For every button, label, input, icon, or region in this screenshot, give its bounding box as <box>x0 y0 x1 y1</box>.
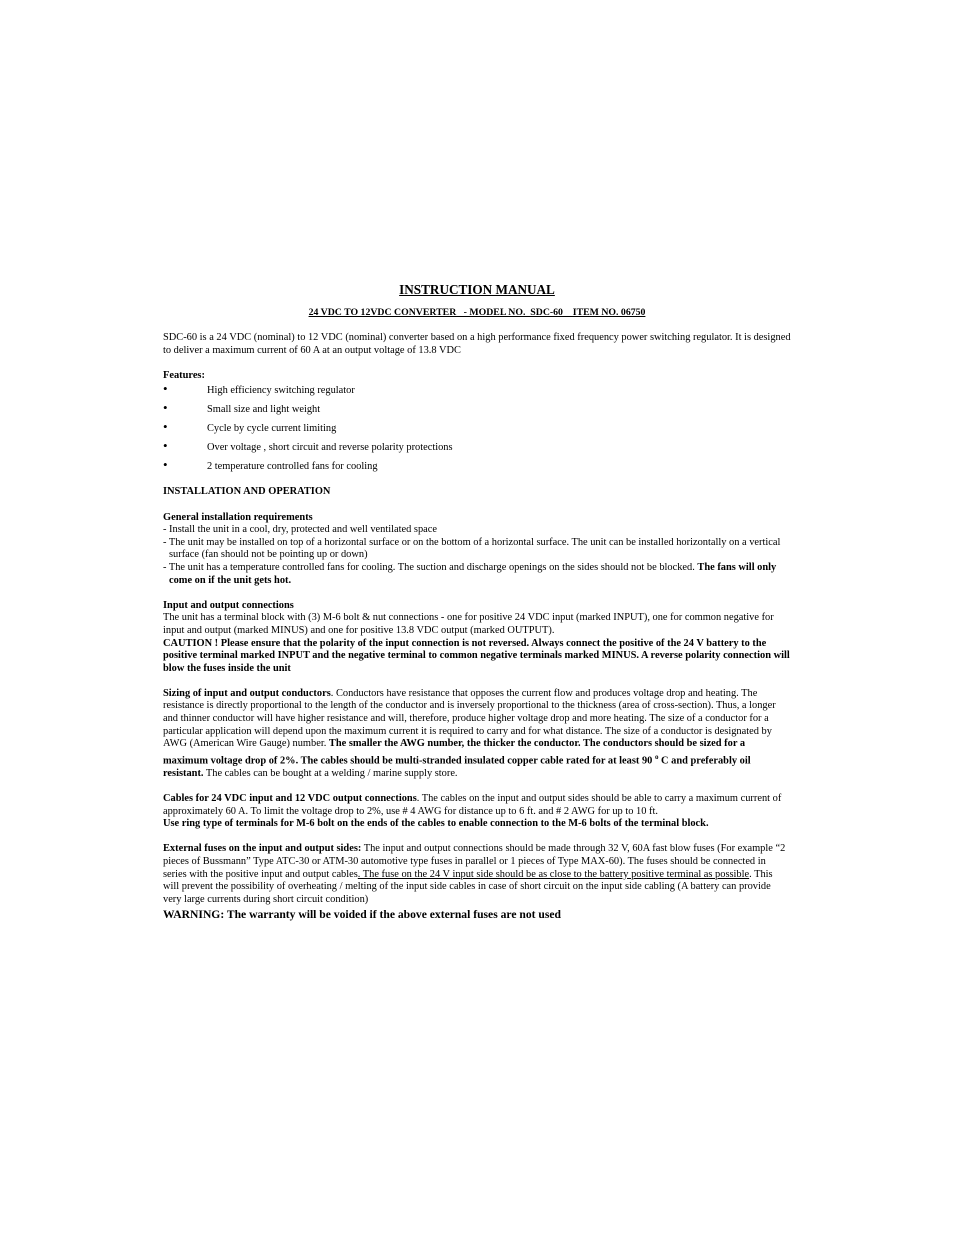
list-item <box>163 438 791 461</box>
spacer <box>163 587 791 600</box>
feature-text: Over voltage , short circuit and reverse polarity protections <box>207 442 453 454</box>
bullet-icon: • <box>163 381 168 397</box>
io-connections-heading: Input and output connections <box>163 599 294 611</box>
list-item <box>163 457 791 480</box>
cables-paragraph <box>163 793 791 831</box>
fuses-text: The input and output connections should be made through 32 V, 60A fast blow fuses (For example “2 pieces of Bussmann” Type ATC-30 or ATM-30 automotive type fuses in parallel or 1 pieces of Type MAX-60). The fuses should be connected in series with the positive input and output cables <box>163 843 786 880</box>
bullet-icon: • <box>163 457 168 473</box>
spacer <box>163 781 791 794</box>
degree-symbol: o <box>654 752 659 761</box>
spacer <box>163 357 791 370</box>
cables-text: . The cables on the input and output sides should be able to carry a maximum current of approximately 60 A. To limit the voltage drop to 2%, use # 4 AWG for distance up to 6 ft. and # 2 AWG for up to 10 ft. <box>163 793 782 817</box>
io-connections-text: The unit has a terminal block with (3) M-6 bolt & nut connections - one for positive 24 VDC input (marked INPUT), one for common negative for input and output (marked MINUS) and one for positive 13.8 VDC output (marked OUTPUT). <box>163 612 774 636</box>
sizing-emphasis: The smaller the AWG number, the thicker the conductor. The conductors should be sized for a maximum voltage drop of 2%. The cables should be multi-stranded insulated copper cable rated for at least 90 <box>163 738 746 767</box>
warning-text: WARNING: The warranty will be voided if the above external fuses are not used <box>163 908 561 922</box>
requirement-item: - Install the unit in a cool, dry, protected and well ventilated space <box>163 524 438 536</box>
sizing-emphasis-end: C and preferably oil resistant. <box>163 755 751 779</box>
sizing-store-text: The cables can be bought at a welding / marine supply store. <box>203 767 458 779</box>
feature-text: Cycle by cycle current limiting <box>207 423 337 435</box>
list-item <box>163 419 791 442</box>
sizing-heading: Sizing of input and output conductors <box>163 687 331 699</box>
spacer <box>163 675 791 688</box>
sizing-text: . Conductors have resistance that opposes the current flow and produces voltage drop and heating. The resistance is directly proportional to the length of the conductor and is inversely proportional to the thickness (area of cross-section). Thus, a longer and thinner conductor will have higher resistance and will, therefore, produce higher voltage drop and more heating. The size of a conductor for a particular application will depend upon the maximum current it is required to carry and for what distance. The size of a conductor is designated by AWG (American Wire Gauge) number. <box>163 687 776 750</box>
sizing-paragraph <box>163 688 791 781</box>
bullet-icon: • <box>163 438 168 454</box>
feature-text: High efficiency switching regulator <box>207 385 355 397</box>
fuses-paragraph <box>163 843 791 906</box>
installation-heading: INSTALLATION AND OPERATION <box>163 486 331 498</box>
spacer <box>163 499 791 512</box>
fuses-text-end: . This will prevent the possibility of overheating / melting of the input side cables in case of short circuit on the input side cabling (A battery can provide very large currents during short circuit condition) <box>163 868 773 905</box>
caution-text: CAUTION ! Please ensure that the polarity of the input connection is not reversed. Always connect the positive of the 24 V battery to the positive terminal marked INPUT and the negative terminal to common negative terminals marked MINUS. A reverse polarity connection will blow the fuses inside the unit <box>163 637 790 674</box>
cables-heading: Cables for 24 VDC input and 12 VDC output connections <box>163 793 417 805</box>
fuses-heading: External fuses on the input and output sides: <box>163 843 362 855</box>
list-item <box>163 381 791 404</box>
list-item <box>163 400 791 423</box>
document-title: INSTRUCTION MANUAL <box>399 282 555 297</box>
general-requirements-heading: General installation requirements <box>163 511 313 523</box>
document-page <box>163 282 791 922</box>
requirement-item: - The unit may be installed on top of a horizontal surface or on the bottom of a horizontal surface. The unit can be installed horizontally on a vertical surface (fan should not be pointing up or down) <box>163 536 781 561</box>
features-list <box>163 381 791 480</box>
requirement-emphasis: The fans will only come on if the unit gets hot. <box>169 561 777 586</box>
cables-emphasis: Use ring type of terminals for M-6 bolt on the ends of the cables to enable connection to the M-6 bolts of the terminal block. <box>163 818 709 830</box>
requirement-item <box>163 562 791 587</box>
document-subtitle: 24 VDC TO 12VDC CONVERTER - MODEL NO. SDC-60 ITEM NO. 06750 <box>308 307 646 318</box>
intro-paragraph: SDC-60 is a 24 VDC (nominal) to 12 VDC (nominal) converter based on a high performance fixed frequency power switching regulator. It is designed to deliver a maximum current of 60 A at an output voltage of 13.8 VDC <box>163 332 791 356</box>
requirement-text: - The unit has a temperature controlled fans for cooling. The suction and discharge openings on the sides should not be blocked. <box>163 561 698 573</box>
features-heading: Features: <box>163 369 205 381</box>
spacer <box>163 831 791 844</box>
feature-text: Small size and light weight <box>207 404 321 416</box>
feature-text: 2 temperature controlled fans for cooling <box>207 461 378 473</box>
bullet-icon: • <box>163 400 168 416</box>
bullet-icon: • <box>163 419 168 435</box>
fuses-underlined: . The fuse on the 24 V input side should be as close to the battery positive terminal as possible <box>357 868 750 880</box>
